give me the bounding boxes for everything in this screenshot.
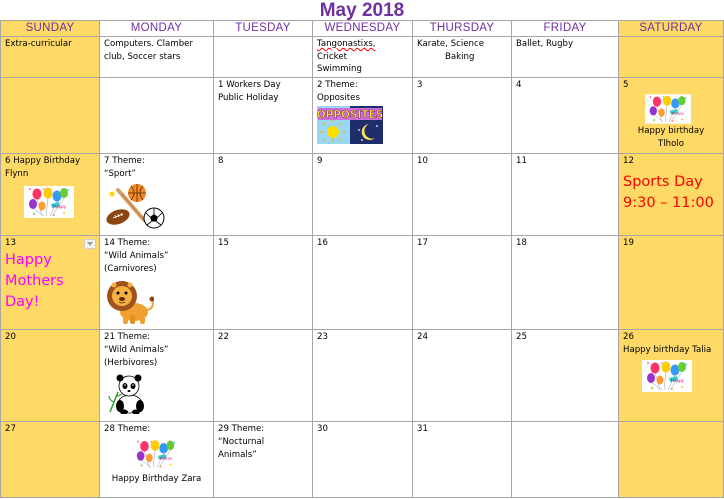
day-header-tuesday: TUESDAY: [214, 21, 313, 37]
day-14-text: “Wild Animals”: [104, 250, 169, 261]
day-6-text: Flynn: [5, 168, 29, 179]
sports-day-label: Sports Day: [623, 173, 703, 190]
day-cell-1[interactable]: [214, 78, 313, 154]
day-21-text: 21 Theme:: [104, 332, 151, 343]
day-cell-14[interactable]: [100, 236, 214, 330]
sports-day-time: 9:30 – 11:00: [623, 194, 714, 211]
day-cell-19[interactable]: [619, 236, 724, 330]
day-cell-13[interactable]: [1, 236, 100, 330]
activities-monday-line: club, Soccer stars: [104, 51, 181, 62]
balloons-clipart: [132, 437, 180, 471]
day-21-text: “Wild Animals”: [104, 344, 169, 355]
day-22-number: 22: [218, 332, 229, 343]
day-6-text: 6 Happy Birthday: [5, 156, 81, 167]
day-cell-22[interactable]: [214, 330, 313, 422]
day-26-number: 26: [623, 332, 634, 343]
day-16-number: 16: [317, 238, 328, 249]
week-row: [1, 236, 724, 330]
day-29-text: “Nocturnal: [218, 436, 265, 447]
day-cell-31[interactable]: [413, 422, 512, 498]
opposites-image-caption: OPPOSITES: [317, 108, 383, 121]
day-header-friday: FRIDAY: [512, 21, 619, 37]
day-3-number: 3: [417, 80, 423, 91]
day-cell-4[interactable]: [512, 78, 619, 154]
day-12-number: 12: [623, 156, 634, 167]
activities-monday[interactable]: [100, 37, 214, 78]
day-cell-11[interactable]: [512, 154, 619, 236]
day-header-saturday: SATURDAY: [619, 21, 724, 37]
day-29-text: Animals”: [218, 449, 257, 460]
day-1-text: Public Holiday: [218, 92, 279, 103]
day-20-number: 20: [5, 332, 16, 343]
day-19-number: 19: [623, 238, 634, 249]
activities-friday-text: Ballet, Rugby: [516, 39, 574, 49]
mothers-day-text: Happy: [5, 251, 52, 268]
day-cell-26[interactable]: [619, 330, 724, 422]
day-cell-12[interactable]: [619, 154, 724, 236]
day-5-text: Tlholo: [658, 138, 684, 149]
day-cell-30[interactable]: [313, 422, 413, 498]
cell-dropdown-handle[interactable]: [84, 239, 96, 249]
panda-clipart: [108, 372, 148, 414]
week-row: [1, 78, 724, 154]
day-cell-3[interactable]: [413, 78, 512, 154]
day-26-text: Happy birthday Talia: [623, 344, 712, 355]
day-cell-9[interactable]: [313, 154, 413, 236]
day-31-number: 31: [417, 424, 428, 435]
activities-thursday-line: Baking: [445, 51, 475, 62]
day-28-text: 28 Theme:: [104, 424, 151, 435]
day-2-text: Opposites: [317, 92, 360, 103]
activities-wednesday-line: Cricket: [317, 51, 347, 62]
week-row: [1, 422, 724, 498]
day-4-number: 4: [516, 80, 522, 91]
day-cell-25[interactable]: [512, 330, 619, 422]
day-header-monday: MONDAY: [100, 21, 214, 37]
day-28-text: Happy Birthday Zara: [111, 473, 202, 484]
day-cell-15[interactable]: [214, 236, 313, 330]
activities-monday-line: Computers. Clamber: [104, 39, 193, 49]
day-cell-24[interactable]: [413, 330, 512, 422]
balloons-clipart: [642, 358, 692, 394]
balloons-clipart: [24, 184, 74, 220]
day-cell-16[interactable]: [313, 236, 413, 330]
day-cell-6[interactable]: [1, 154, 100, 236]
mothers-day-text: Mothers: [5, 272, 64, 289]
day-cell-28[interactable]: [100, 422, 214, 498]
day-header-thursday: THURSDAY: [413, 21, 512, 37]
day-cell-2[interactable]: [313, 78, 413, 154]
day-cell-5[interactable]: [619, 78, 724, 154]
day-13-number: 13: [5, 238, 16, 249]
weekday-header-row: [1, 21, 724, 37]
day-cell-8[interactable]: [214, 154, 313, 236]
day-cell-empty[interactable]: [619, 422, 724, 498]
day-5-number: 5: [623, 80, 629, 91]
day-21-text: (Herbivores): [104, 357, 158, 368]
day-cell-21[interactable]: [100, 330, 214, 422]
day-header-wednesday: WEDNESDAY: [313, 21, 413, 37]
activities-wednesday[interactable]: [313, 37, 413, 78]
activities-row: [1, 37, 724, 78]
day-cell-empty[interactable]: [100, 78, 214, 154]
day-29-text: 29 Theme:: [218, 424, 265, 435]
activities-thursday-line: Karate, Science: [417, 39, 484, 49]
activities-wednesday-line: Tangonastixs,: [317, 39, 376, 49]
opposites-sun-moon-clipart: [317, 106, 383, 144]
balloons-clipart: [645, 93, 691, 125]
day-24-number: 24: [417, 332, 428, 343]
day-cell-23[interactable]: [313, 330, 413, 422]
day-cell-27[interactable]: [1, 422, 100, 498]
calendar-title: May 2018: [319, 0, 405, 21]
day-7-text: 7 Theme:: [104, 156, 145, 167]
week-row: [1, 154, 724, 236]
day-14-text: (Carnivores): [104, 263, 157, 274]
activities-saturday[interactable]: [619, 37, 724, 78]
day-cell-10[interactable]: [413, 154, 512, 236]
lion-clipart: [104, 276, 154, 326]
day-cell-29[interactable]: [214, 422, 313, 498]
day-10-number: 10: [417, 156, 428, 167]
activities-tuesday[interactable]: [214, 37, 313, 78]
calendar-grid: [0, 20, 724, 498]
day-7-text: “Sport”: [104, 168, 136, 179]
day-5-text: Happy birthday: [637, 125, 705, 136]
day-27-number: 27: [5, 424, 16, 435]
day-header-sunday: SUNDAY: [1, 21, 100, 37]
sports-balls-clipart: [104, 182, 166, 230]
mothers-day-text: Day!: [5, 293, 40, 310]
day-cell-20[interactable]: [1, 330, 100, 422]
activities-thursday[interactable]: [413, 37, 512, 78]
day-1-text: 1 Workers Day: [218, 80, 281, 91]
day-14-text: 14 Theme:: [104, 238, 151, 249]
activities-friday[interactable]: [512, 37, 619, 78]
day-23-number: 23: [317, 332, 328, 343]
day-8-number: 8: [218, 156, 224, 167]
day-18-number: 18: [516, 238, 527, 249]
activities-sunday[interactable]: [1, 37, 100, 78]
day-cell-empty[interactable]: [1, 78, 100, 154]
day-17-number: 17: [417, 238, 428, 249]
activities-sunday-text: Extra-curricular: [5, 39, 72, 49]
day-cell-7[interactable]: [100, 154, 214, 236]
day-2-text: 2 Theme:: [317, 80, 358, 91]
day-15-number: 15: [218, 238, 229, 249]
day-cell-18[interactable]: [512, 236, 619, 330]
day-cell-empty[interactable]: [512, 422, 619, 498]
day-25-number: 25: [516, 332, 527, 343]
day-cell-17[interactable]: [413, 236, 512, 330]
day-9-number: 9: [317, 156, 323, 167]
week-row: [1, 330, 724, 422]
activities-wednesday-line: Swimming: [317, 64, 362, 75]
day-11-number: 11: [516, 156, 527, 167]
day-30-number: 30: [317, 424, 328, 435]
